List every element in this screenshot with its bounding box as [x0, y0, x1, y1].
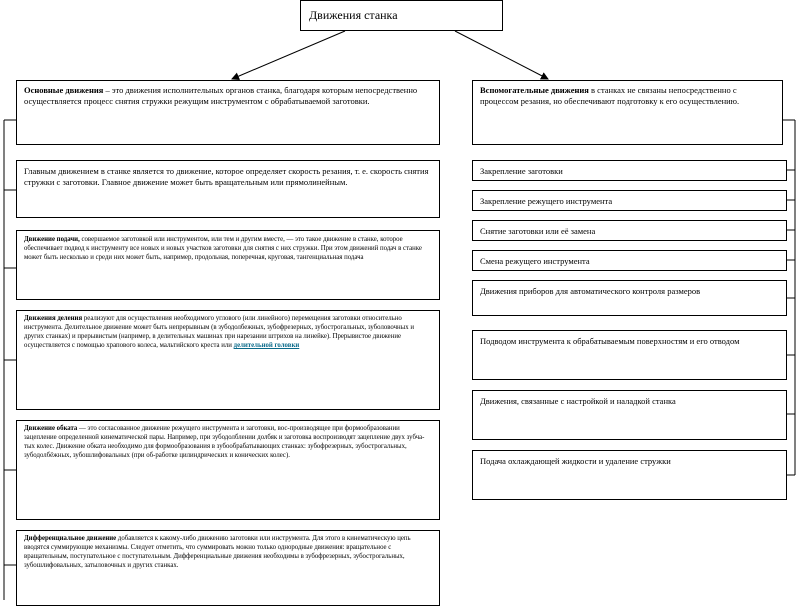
main-movement-box: [16, 160, 440, 218]
right-item-8: [472, 450, 787, 500]
title-box: [300, 0, 503, 31]
title-text: Движения станка: [309, 8, 398, 22]
rolling-term: Движение обката: [24, 425, 78, 432]
right-item-3: [472, 220, 787, 241]
right-item-label: Закрепление заготовки: [480, 166, 563, 176]
division-term: Движения деления: [24, 315, 83, 322]
right-item-7: [472, 390, 787, 440]
arrow-to-main: [232, 31, 345, 79]
aux-movements-text: в станках не связаны непосредственно с процессом резания, но обеспечивают подготовку к его осуществлению.: [480, 85, 740, 107]
rolling-box: [16, 420, 440, 520]
aux-movements-term: Вспомогательные движения: [480, 85, 589, 95]
arrow-to-aux: [455, 31, 548, 79]
differential-text: добавляется к какому-либо движению заготовки или инструмента. Для этого в кинематическую цепь вводятся суммирующие механизмы. Следует отметить, что суммировать можно только однородные движения: вращательное с вращательным, поступательное с поступательным. Дифференциальные движения необходимы в зубофрезерных, зубострогальных, зубошлифовальных, затыловочных и других станках.: [24, 535, 411, 569]
main-movements-text: – это движения исполнительных органов станка, благодаря которым непосредственно осуществляется процесс снятия стружки режущим инструментом с обрабатываемой заготовки.: [24, 85, 418, 107]
differential-term: Дифференциальное движение: [24, 535, 117, 542]
feed-box: [16, 230, 440, 300]
main-movements-box: [16, 80, 440, 145]
right-item-4: [472, 250, 787, 271]
right-item-label: Смена режущего инструмента: [480, 256, 590, 266]
right-item-label: Подводом инструмента к обрабатываемым поверхностям и его отводом: [480, 336, 740, 346]
feed-term: Движение подачи,: [24, 236, 80, 243]
right-item-5: [472, 280, 787, 316]
feed-text: совершаемое заготовкой или инструментом, или тем и другим вместе, — это такое движение в станке, которое обеспечивает подвод к инструменту все новых и новых участков заготовки для снятия с них стружки. При этом движений подач в станке может быть несколько и среди них может быть, например, продольная, поперечная, круговая, тангенциальная подача: [24, 236, 422, 261]
right-item-label: Снятие заготовки или её замена: [480, 226, 596, 236]
differential-box: [16, 530, 440, 606]
main-movements-term: Основные движения: [24, 85, 104, 95]
left-bracket: [4, 120, 16, 600]
right-item-label: Подача охлаждающей жидкости и удаление стружки: [480, 456, 671, 466]
dividing-head-link[interactable]: делительной головки: [233, 341, 300, 349]
right-item-2: [472, 190, 787, 211]
right-item-label: Движения приборов для автоматического контроля размеров: [480, 286, 701, 296]
right-item-6: [472, 330, 787, 380]
right-item-1: [472, 160, 787, 181]
right-item-label: Закрепление режущего инструмента: [480, 196, 613, 206]
main-movement-text: Главным движением в станке является то движение, которое определяет скорость резания, т. е. скорость снятия стружки с заготовки. Главное движение может быть вращательным или прямолинейным.: [24, 166, 429, 188]
aux-movements-box: [472, 80, 783, 145]
right-item-label: Движения, связанные с настройкой и наладкой станка: [480, 396, 676, 406]
division-text: реализуют для осуществления необходимого углового (или линейного) перемещения заготовки относительно инструмента. Делительное движение может быть непрерывным (в зубодолбежных, зубофрезерных, зубострогальных, зуболовочных и других станках) и прерывистым (например, в делительных машинах при нарезании штрихов на линейке). Прерывистое движение осуществляется с помощью храпового колеса, мальтийского креста или: [24, 315, 414, 349]
division-box: [16, 310, 440, 410]
rolling-text: — это согласованное движение режущего инструмента и заготовки, вос-производящее при формообразовании зацепление определенной кинематической пары. Например, при зубодолблении долбяк и заготовка воспроизводят зацепление двух зубча-тых колес. Движение обката необходимо для формообразования в зубообрабатывающих станках: зубофрезерных, зубострогальных, зубодолбёжных, зубошлифовальных (при об-работке цилиндрических и конических колес).: [24, 425, 425, 459]
